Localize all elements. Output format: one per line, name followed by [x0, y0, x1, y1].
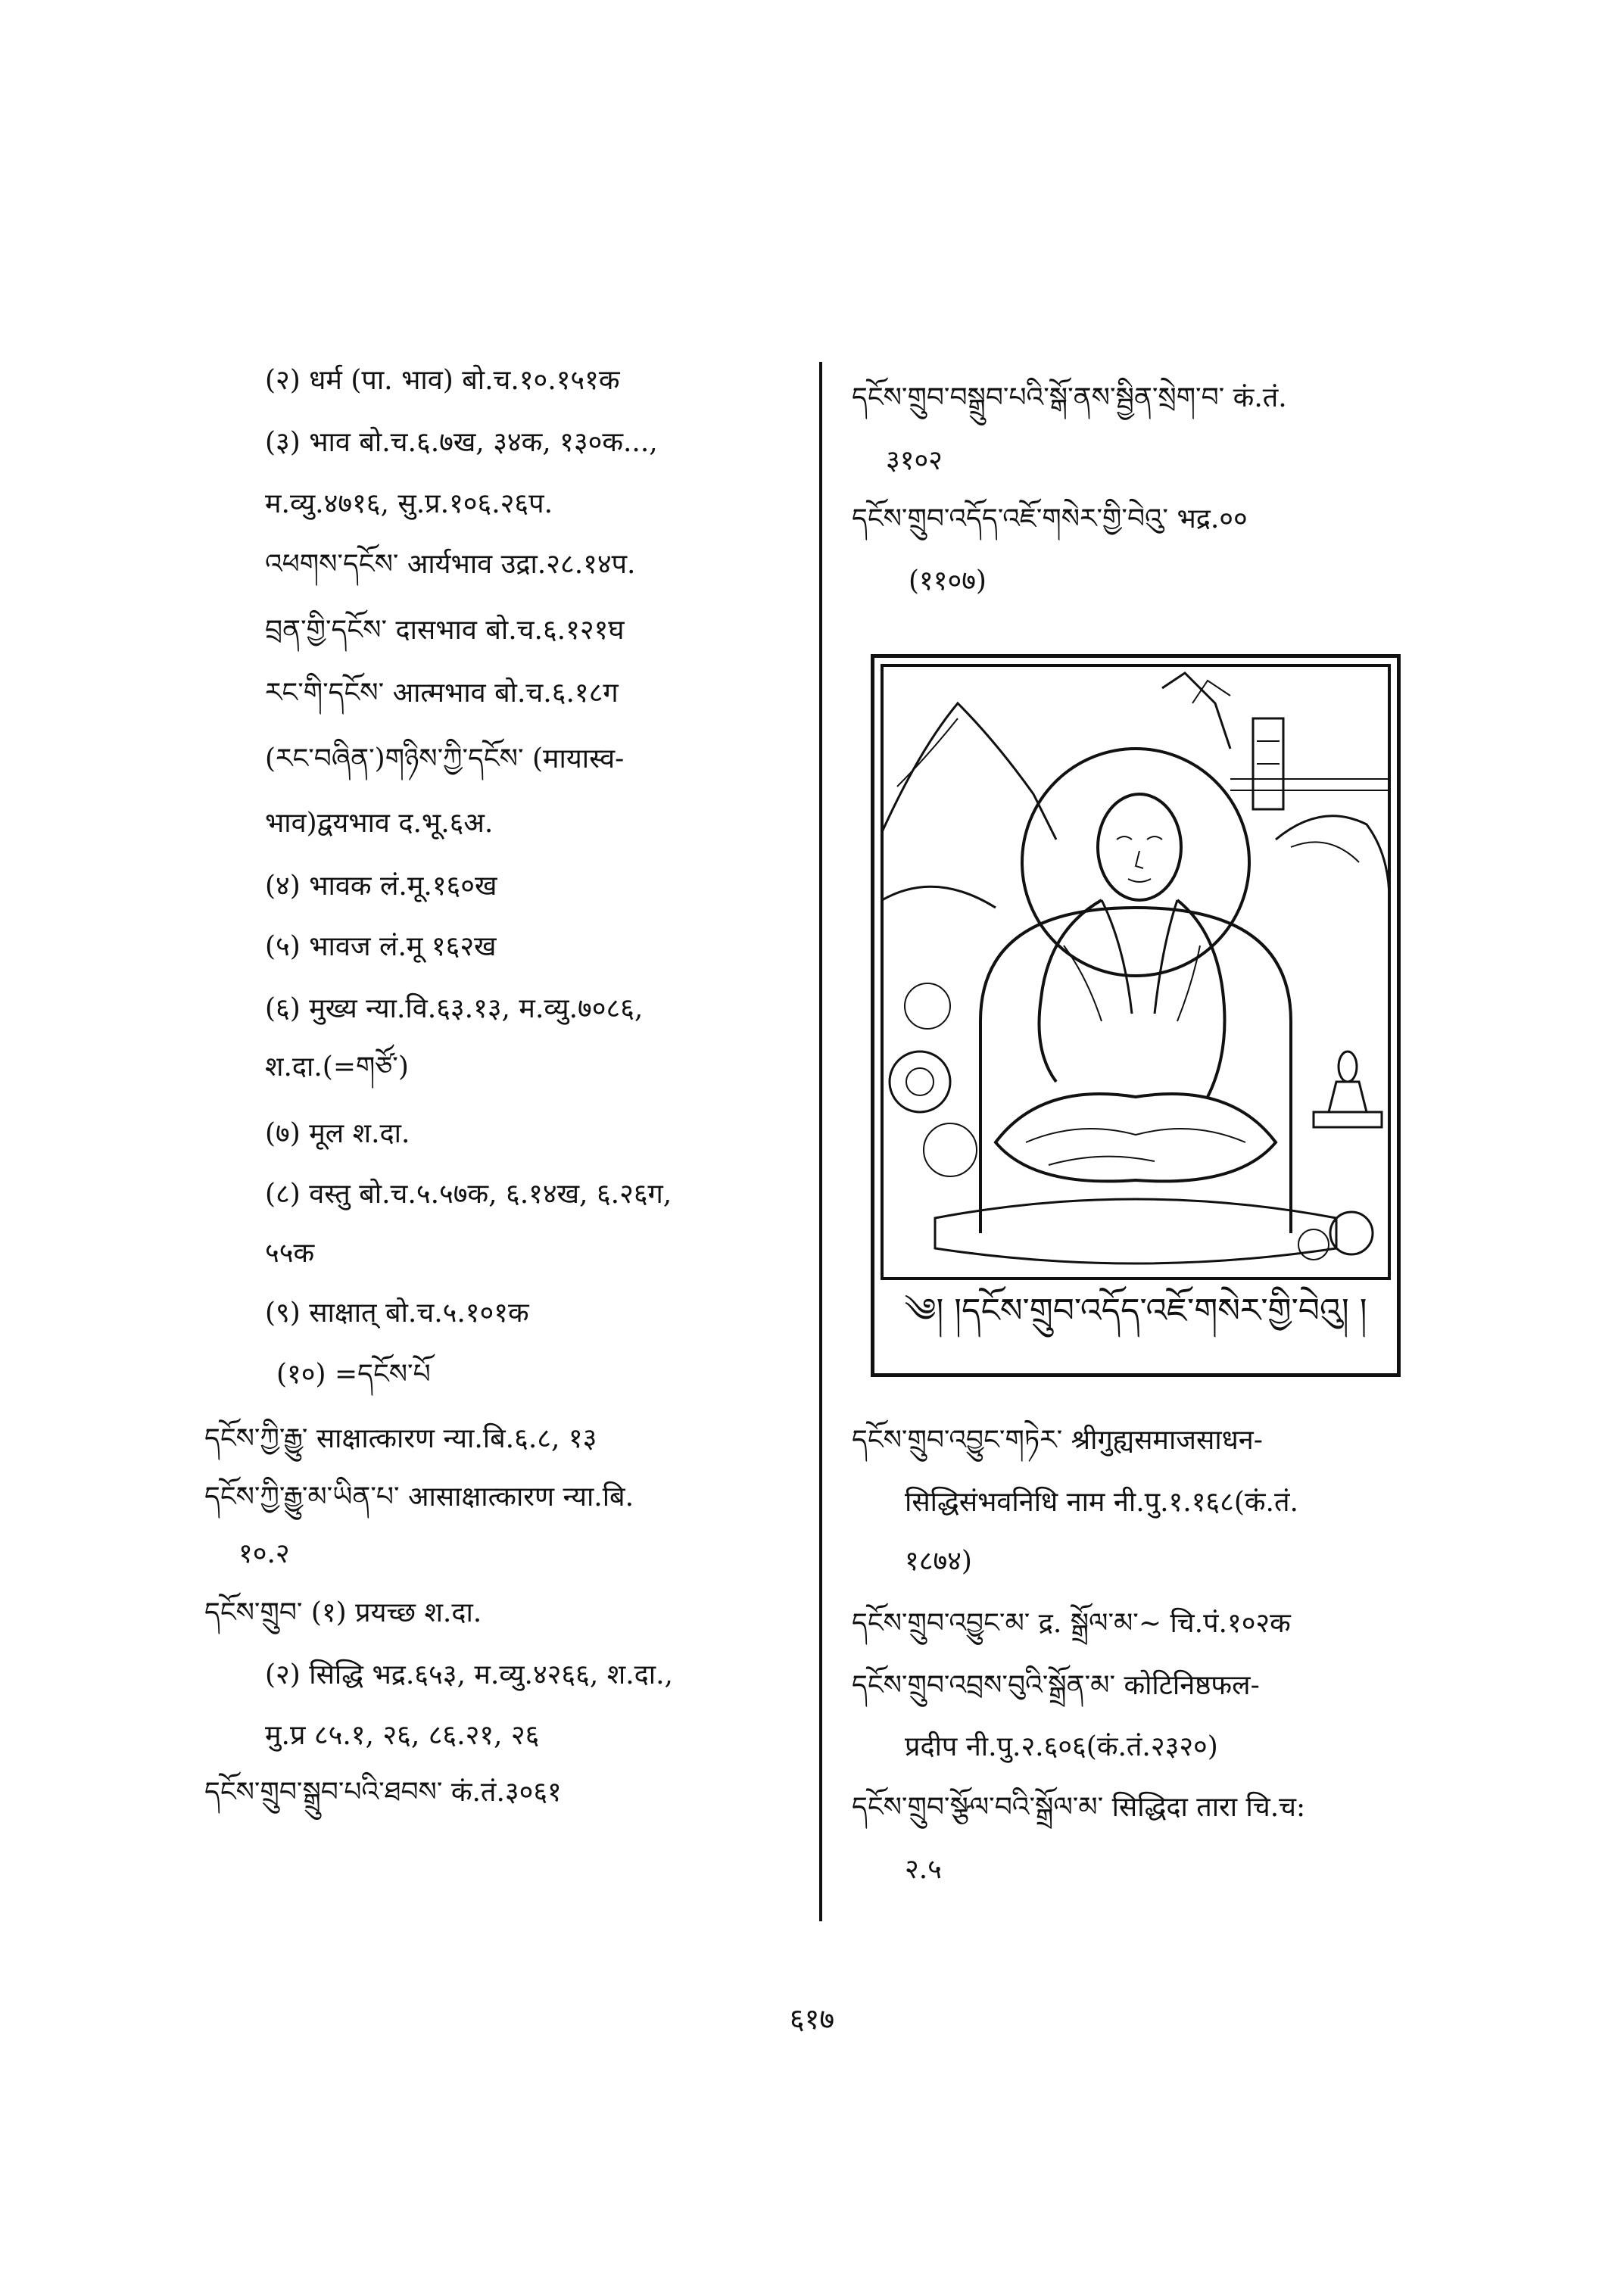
- headword-line: དངོས་གྲུབ་ (१) प्रयच्छ श.दा.: [204, 1597, 482, 1628]
- entry-line: རང་གི་དངོས་ आत्मभाव बो.च.६.१८ग: [265, 678, 619, 709]
- entry-line: (१०) =དངོས་པོ: [276, 1359, 431, 1390]
- entry-line: (३) भाव बो.च.६.७ख, ३४क, १३०क...,: [265, 427, 658, 458]
- headword-line: དངོས་གྲུབ་འབྱུང་མ་ द्र. སྒྲོལ་མ་~ चि.पं.१०२क: [852, 1608, 1291, 1639]
- entry-line: प्रदीप नी.पु.२.६०६(कं.तं.२३२०): [905, 1731, 1218, 1762]
- entry-line: (९) साक्षात् बो.च.५.१०१क: [265, 1298, 529, 1329]
- page-number: ६१७: [789, 2002, 835, 2036]
- entry-line: བྲན་གྱི་དངོས་ दासभाव बो.च.६.१२१घ: [265, 615, 625, 646]
- headword-line: དངོས་ཀྱི་རྒྱུ་ साक्षात्कारण न्या.बि.६.८, १३: [204, 1423, 597, 1454]
- entry-line: (४) भावक लं.मू.१६०ख: [265, 871, 497, 902]
- entry-line: (११०७): [909, 565, 987, 597]
- entry-line: (२) सिद्धि भद्र.६५३, म.व्यु.४२६६, श.दा.,: [265, 1659, 673, 1690]
- entry-line: म.व्यु.४७१६, सु.प्र.१०६.२६प.: [265, 488, 553, 519]
- entry-line: (५) भावज लं.मू १६२ख: [265, 931, 497, 962]
- entry-line: भाव)द्वयभाव द.भू.६अ.: [265, 808, 494, 839]
- headword-line: དངོས་གྲུབ་འདོད་འཇོ་གསེར་གྱི་བེའུ་ भद्र.००: [852, 503, 1248, 534]
- entry-line: (རང་བཞིན་)གཉིས་ཀྱི་དངོས་ (मायास्व-: [265, 743, 625, 774]
- entry-line: २.५: [905, 1854, 942, 1885]
- entry-line: (२) धर्म (पा. भाव) बो.च.१०.१५१क: [265, 365, 620, 396]
- headword-line: དངོས་གྲུབ་སྩོལ་བའི་སྒྲོལ་མ་ सिद्धिदा तारा चि.च:: [852, 1792, 1306, 1823]
- entry-line: मु.प्र ८५.१, २६, ८६.२१, २६: [265, 1720, 540, 1751]
- entry-line: (६) मुख्य न्या.वि.६३.१३, म.व्यु.७०८६,: [265, 993, 644, 1024]
- entry-line: (८) वस्तु बो.च.५.५७क, ६.१४ख, ६.२६ग,: [265, 1179, 672, 1210]
- headword-line: དངོས་གྲུབ་བསྒྲུབ་པའི་སྒོ་ནས་སྦྱིན་སྲེག་བ་ कं.तं.: [852, 382, 1287, 413]
- entry-line: ५५क: [265, 1238, 315, 1269]
- headword-line: དངོས་གྲུབ་སྒྲུབ་པའི་ཐབས་ कं.तं.३०६१: [204, 1777, 562, 1808]
- seated-figure-drawing: [874, 658, 1397, 1373]
- column-divider: [819, 362, 822, 1921]
- entry-line: १०.२: [238, 1538, 290, 1569]
- entry-line: सिद्धिसंभवनिधि नाम नी.पु.१.१६८(कं.तं.: [905, 1487, 1298, 1518]
- entry-line: (७) मूल श.दा.: [265, 1118, 410, 1149]
- entry-line: १८७४): [905, 1546, 972, 1577]
- illustration-caption: ༄། །དངོས་གྲུབ་འདོད་འཇོ་གསེར་གྱི་བེའུ། །: [882, 1277, 1389, 1360]
- headword-line: དངོས་གྲུབ་འབྲས་བུའི་སྒྲོན་མ་ कोटिनिष्ठफल-: [852, 1670, 1260, 1701]
- entry-line: श.दा.(=གཙོ་): [265, 1051, 409, 1083]
- entry-line: འཕགས་དངོས་ आर्यभाव उद्रा.२८.१४प.: [265, 549, 636, 580]
- woodblock-illustration: [871, 654, 1401, 1377]
- headword-line: དངོས་གྲུབ་འབྱུང་གཏེར་ श्रीगुह्यसमाजसाधन-: [852, 1425, 1263, 1456]
- entry-line: ३१०२: [886, 445, 943, 476]
- headword-line: དངོས་ཀྱི་རྒྱུ་མ་ཡིན་པ་ आसाक्षात्कारण न्या.बि.: [204, 1481, 634, 1513]
